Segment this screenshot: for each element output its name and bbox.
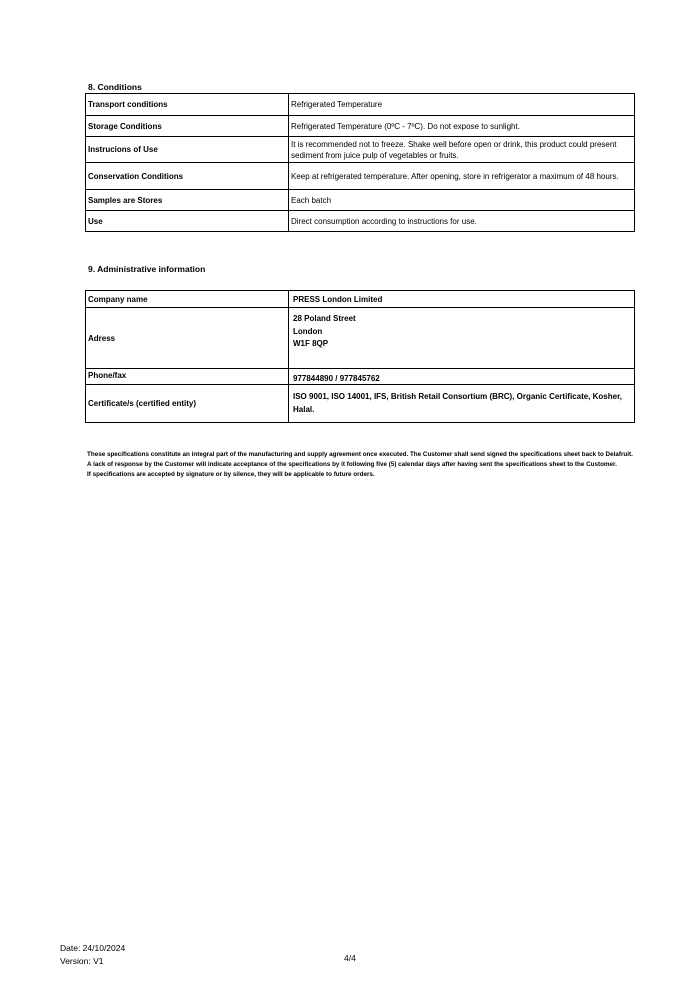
table-row xyxy=(86,291,635,308)
note-paragraph: A lack of response by the Customer will indicate acceptance of the specifications by it following five (5) calendar days after having sent the specifications sheet to the Customer. xyxy=(87,460,617,468)
row-label: Phone/fax xyxy=(86,369,289,385)
row-value: Direct consumption according to instructions for use. xyxy=(289,211,635,232)
admin-table xyxy=(85,290,635,423)
row-label: Instrucions of Use xyxy=(86,137,289,163)
table-row xyxy=(86,190,635,211)
conditions-table xyxy=(85,93,635,232)
footer-version: Version: V1 xyxy=(60,956,104,966)
table-row xyxy=(86,385,635,423)
page-number: 4/4 xyxy=(344,953,356,963)
address-line: 28 Poland Street xyxy=(293,314,356,323)
row-value: ISO 9001, ISO 14001, IFS, British Retail Consortium (BRC), Organic Certificate, Kosher, Halal. xyxy=(289,385,635,423)
footer-date: Date: 24/10/2024 xyxy=(60,943,126,953)
table-row xyxy=(86,163,635,190)
table-row xyxy=(86,116,635,137)
row-value: Keep at refrigerated temperature. After opening, store in refrigerator a maximum of 48 hours. xyxy=(289,163,635,190)
table-row xyxy=(86,211,635,232)
row-label: Certificate/s (certified entity) xyxy=(86,385,289,423)
row-label: Company name xyxy=(86,291,289,308)
row-value: Refrigerated Temperature (0ºC - 7ºC). Do not expose to sunlight. xyxy=(289,116,635,137)
table-row xyxy=(86,137,635,163)
note-paragraph: These specifications constitute an integral part of the manufacturing and supply agreement once executed. The Customer shall send signed the specifications sheet back to Delafruit. xyxy=(87,451,633,458)
row-value: Refrigerated Temperature xyxy=(289,94,635,116)
row-label: Use xyxy=(86,211,289,232)
note-paragraph: If specifications are accepted by signature or by silence, they will be applicable to future orders. xyxy=(87,470,375,478)
address-line: London xyxy=(293,326,323,336)
disclaimer-notes xyxy=(87,450,637,479)
row-label: Adress xyxy=(86,308,289,369)
row-label: Storage Conditions xyxy=(86,116,289,137)
section-title-conditions: 8. Conditions xyxy=(88,82,142,92)
section-title-admin: 9. Administrative information xyxy=(88,264,206,274)
table-row xyxy=(86,369,635,385)
row-value: It is recommended not to freeze. Shake well before open or drink, this product could present sediment from juice pulp of vegetables or fruits. xyxy=(289,137,635,163)
table-row xyxy=(86,308,635,369)
address-cell xyxy=(289,308,635,369)
address-line: W1F 8QP xyxy=(293,339,329,348)
row-label: Transport conditions xyxy=(86,94,289,116)
row-value: PRESS London Limited xyxy=(289,291,635,308)
row-value: 977844890 / 977845762 xyxy=(289,369,635,385)
table-row xyxy=(86,94,635,116)
row-label: Conservation Conditions xyxy=(86,163,289,190)
row-value: Each batch xyxy=(289,190,635,211)
row-label: Samples are Stores xyxy=(86,190,289,211)
